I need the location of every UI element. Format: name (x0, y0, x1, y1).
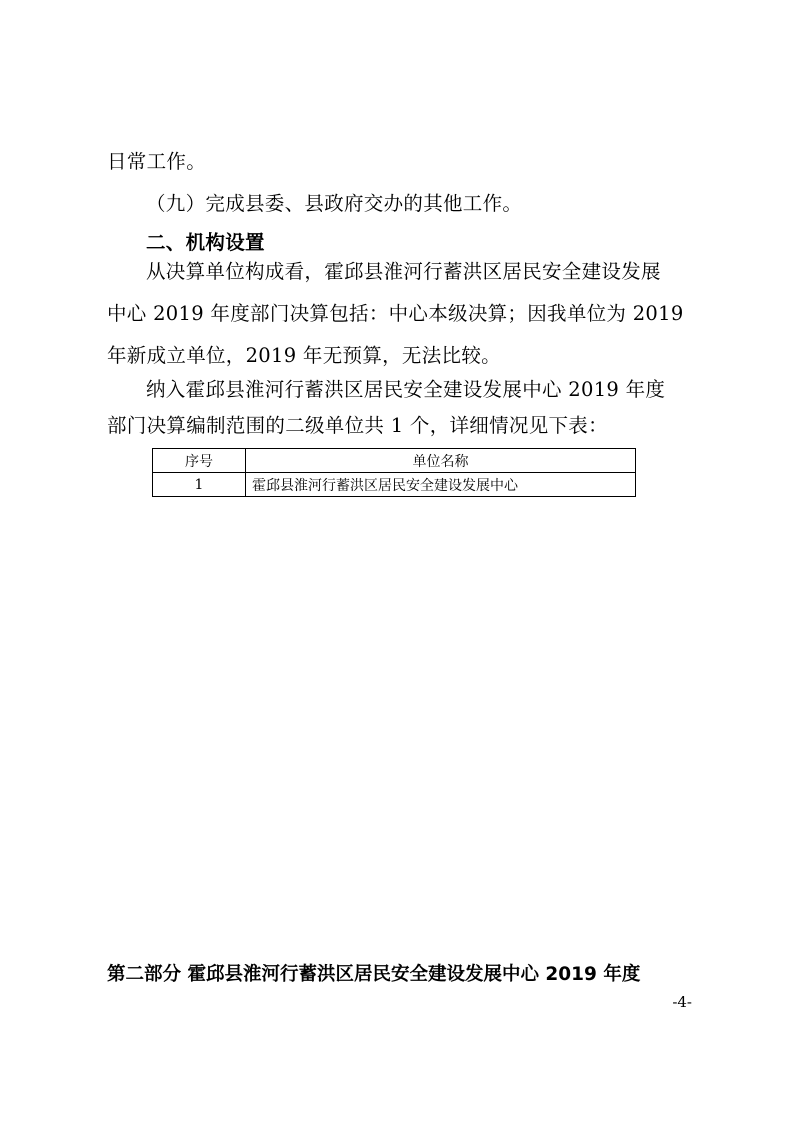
table-row (153, 473, 636, 497)
table-cell: 1 (153, 473, 246, 497)
paragraph-line: 部门决算编制范围的二级单位共 1 个，详细情况见下表： (107, 414, 608, 437)
part-title: 第二部分 霍邱县淮河行蓄洪区居民安全建设发展中心 2019 年度 (107, 964, 641, 985)
units-table (152, 448, 636, 497)
paragraph-line: 年新成立单位，2019 年无预算，无法比较。 (107, 344, 501, 367)
page-number: -4- (672, 993, 692, 1011)
paragraph-line: 日常工作。 (107, 150, 207, 173)
section-heading: 二、机构设置 (146, 231, 265, 254)
paragraph-line: 中心 2019 年度部门决算包括：中心本级决算；因我单位为 2019 (107, 302, 684, 325)
table-header-cell: 序号 (153, 449, 246, 473)
paragraph-line: 纳入霍邱县淮河行蓄洪区居民安全建设发展中心 2019 年度 (146, 378, 666, 401)
table-cell: 霍邱县淮河行蓄洪区居民安全建设发展中心 (246, 473, 636, 497)
paragraph-line: 从决算单位构成看，霍邱县淮河行蓄洪区居民安全建设发展 (146, 260, 661, 283)
table-header-row (153, 449, 636, 473)
table-header-cell: 单位名称 (246, 449, 636, 473)
paragraph-line: （九）完成县委、县政府交办的其他工作。 (146, 192, 523, 215)
